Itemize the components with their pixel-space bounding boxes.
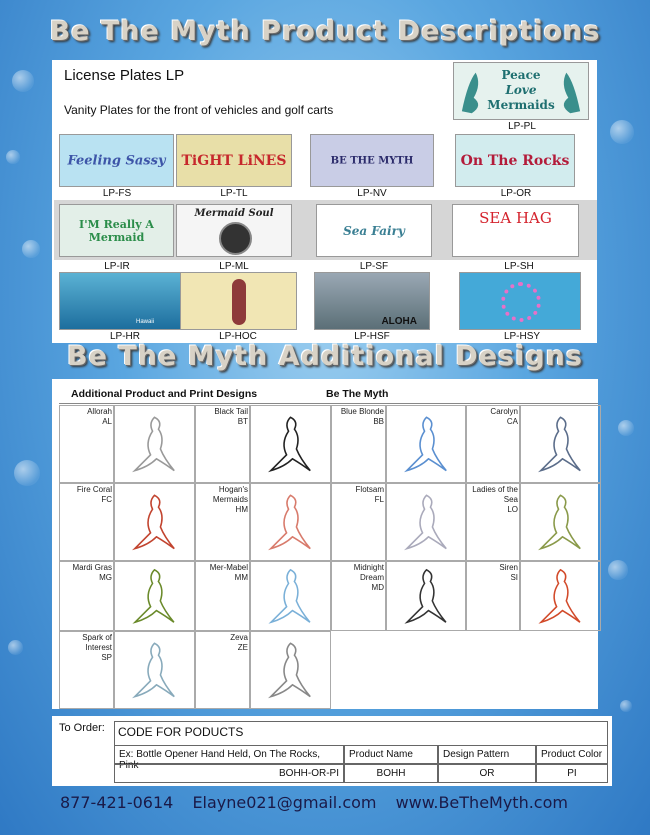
flower-wreath-icon: [501, 282, 541, 322]
plate-image-lp-or[interactable]: [455, 134, 575, 187]
order-example-code: BOHH-OR-PI: [114, 764, 344, 783]
order-label: To Order:: [59, 722, 105, 734]
design-code: SP: [101, 653, 112, 662]
design-name: Hogan's Mermaids: [212, 485, 248, 504]
order-code-title: CODE FOR PODUCTS: [118, 725, 244, 739]
plate-text: I'M Really A Mermaid: [79, 217, 154, 244]
bubble: [610, 120, 634, 144]
plate-code: LP-IR: [104, 261, 130, 272]
design-name: Spark of Interest: [82, 633, 112, 652]
design-image[interactable]: [520, 561, 601, 631]
bubble: [8, 640, 23, 655]
order-col-product: Product Name: [344, 745, 438, 764]
design-label: [195, 633, 248, 653]
design-label: [59, 633, 112, 663]
designs-table-header: [59, 388, 598, 404]
design-name: Zeva: [230, 633, 248, 642]
design-name: Flotsam: [355, 485, 384, 494]
plate-code: LP-TL: [220, 188, 248, 199]
license-plates-panel: [52, 60, 597, 343]
design-code: FL: [374, 495, 384, 504]
plate-image-lp-sf[interactable]: [316, 204, 432, 257]
plate-code: LP-HR: [109, 331, 140, 342]
plate-text: Sea Fairy: [343, 223, 405, 238]
design-label: [59, 563, 112, 583]
bubble: [6, 150, 20, 164]
design-name: Mer-Mabel: [209, 563, 248, 572]
design-code: AL: [102, 417, 112, 426]
design-name: Carolyn: [490, 407, 518, 416]
design-name: Ladies of the Sea: [472, 485, 518, 504]
design-label: [465, 485, 518, 515]
design-code: LO: [507, 505, 518, 514]
design-code: SI: [510, 573, 518, 582]
plate-image-lp-nv[interactable]: [310, 134, 434, 187]
plate-code: LP-HSF: [354, 331, 390, 342]
design-image[interactable]: [250, 405, 331, 483]
plate-text: BE THE MYTH: [330, 155, 414, 166]
mermaid-circle-icon: [219, 222, 252, 255]
plate-code: LP-FS: [102, 188, 132, 199]
plate-text: On The Rocks: [460, 152, 570, 169]
design-image[interactable]: [520, 405, 601, 483]
plate-code: LP-ML: [219, 261, 249, 272]
license-plates-title: License Plates LP: [64, 67, 185, 84]
contact-email[interactable]: Elayne021@gmail.com: [192, 793, 377, 812]
design-image[interactable]: [250, 631, 331, 709]
mermaid-sketch-icon: [387, 562, 466, 630]
design-code: ZE: [237, 643, 248, 652]
contact-info: [60, 793, 620, 812]
order-example: Ex: Bottle Opener Hand Held, On The Rocks, Pink: [114, 745, 344, 764]
bubble: [620, 700, 632, 712]
mermaid-sketch-icon: [521, 406, 600, 482]
plate-text: TiGHT LiNES: [181, 152, 287, 169]
bubble: [618, 420, 634, 436]
bubble: [12, 70, 34, 92]
mermaid-sketch-icon: [521, 484, 600, 560]
plate-code: LP-HSY: [503, 331, 541, 342]
design-name: Allorah: [87, 407, 112, 416]
design-code: MG: [99, 573, 112, 582]
plate-image-lp-hr[interactable]: [59, 272, 195, 330]
design-code: MD: [371, 583, 384, 592]
page-title: Be The Myth Product Descriptions: [49, 16, 601, 47]
plate-image-lp-sh[interactable]: [452, 204, 579, 257]
bubble: [14, 460, 40, 486]
plate-image-lp-pl[interactable]: [453, 62, 589, 120]
design-label: [195, 485, 248, 515]
design-name: Siren: [499, 563, 518, 572]
plate-text: Hawaii: [135, 319, 154, 325]
design-code: BT: [237, 417, 248, 426]
bubble: [22, 240, 40, 258]
plate-text: Mermaid Soul: [194, 208, 274, 219]
order-col-design: Design Pattern: [438, 745, 536, 764]
plate-text-line: Peace: [501, 68, 541, 82]
additional-designs-panel: [52, 379, 598, 709]
order-col-color: Product Color: [536, 745, 608, 764]
design-image[interactable]: [114, 405, 195, 483]
plate-image-lp-hsf[interactable]: [314, 272, 430, 330]
plate-text: SEA HAG: [479, 209, 552, 227]
design-label: [59, 407, 112, 427]
design-label: [59, 485, 112, 505]
design-image[interactable]: [114, 561, 195, 631]
design-image[interactable]: [386, 561, 467, 631]
plate-code: LP-SF: [359, 261, 389, 272]
design-name: Mardi Gras: [72, 563, 112, 572]
mermaid-sketch-icon: [387, 406, 466, 482]
design-image[interactable]: [114, 631, 195, 709]
design-label: [465, 563, 518, 583]
license-plates-subtitle: Vanity Plates for the front of vehicles and golf carts: [64, 103, 334, 117]
design-image[interactable]: [386, 405, 467, 483]
plate-text: Feeling Sassy: [67, 153, 166, 168]
plate-code: LP-PL: [508, 121, 536, 132]
mermaid-sketch-icon: [251, 562, 330, 630]
mermaid-sketch-icon: [115, 406, 194, 482]
design-code: MM: [234, 573, 248, 582]
order-val-color: PI: [536, 764, 608, 783]
designs-table-title: Additional Product and Print Designs: [71, 388, 258, 400]
design-label: [195, 407, 248, 427]
designs-table-brand: Be The Myth: [326, 388, 389, 400]
plate-text-line: Love: [505, 83, 537, 97]
order-panel: [52, 716, 612, 786]
design-image[interactable]: [250, 561, 331, 631]
plate-code: LP-OR: [500, 188, 532, 199]
plate-code: LP-HOC: [219, 331, 257, 342]
design-image[interactable]: [520, 483, 601, 561]
design-name: Black Tail: [214, 407, 248, 416]
design-name: Midnight Dream: [353, 563, 384, 582]
mermaid-sketch-icon: [521, 562, 600, 630]
design-image[interactable]: [114, 483, 195, 561]
design-name: Blue Blonde: [340, 407, 384, 416]
plate-image-lp-tl[interactable]: [176, 134, 292, 187]
plate-code: LP-NV: [357, 188, 387, 199]
plate-code: LP-SH: [504, 261, 534, 272]
design-code: CA: [506, 417, 518, 426]
mermaid-sketch-icon: [251, 632, 330, 708]
mermaid-sketch-icon: [251, 406, 330, 482]
contact-phone[interactable]: 877-421-0614: [60, 793, 174, 812]
plate-image-lp-ir[interactable]: [59, 204, 174, 257]
mermaid-sketch-icon: [115, 632, 194, 708]
design-code: FC: [101, 495, 112, 504]
mermaid-sketch-icon: [115, 484, 194, 560]
design-image[interactable]: [250, 483, 331, 561]
design-label: [331, 407, 384, 427]
plate-image-lp-hsy[interactable]: [459, 272, 581, 330]
bubble: [608, 560, 628, 580]
plate-image-lp-ml[interactable]: [176, 204, 292, 257]
design-label: [331, 563, 384, 593]
design-code: HM: [235, 505, 248, 514]
plate-text: ALOHA: [381, 316, 417, 327]
contact-website[interactable]: www.BeTheMyth.com: [395, 793, 568, 812]
mermaid-figure-icon: [232, 279, 246, 325]
mermaid-sketch-icon: [115, 562, 194, 630]
design-label: [465, 407, 518, 427]
design-label: [331, 485, 384, 505]
design-image[interactable]: [386, 483, 467, 561]
design-name: Fire Coral: [76, 485, 112, 494]
mermaid-sketch-icon: [251, 484, 330, 560]
order-val-product: BOHH: [344, 764, 438, 783]
plate-image-lp-fs[interactable]: [59, 134, 174, 187]
plate-image-lp-hoc[interactable]: [180, 272, 297, 330]
order-val-design: OR: [438, 764, 536, 783]
mermaid-sketch-icon: [387, 484, 466, 560]
section-title-additional: Be The Myth Additional Designs: [67, 341, 583, 372]
design-label: [195, 563, 248, 583]
design-code: BB: [373, 417, 384, 426]
plate-text-line: Mermaids: [487, 98, 555, 112]
